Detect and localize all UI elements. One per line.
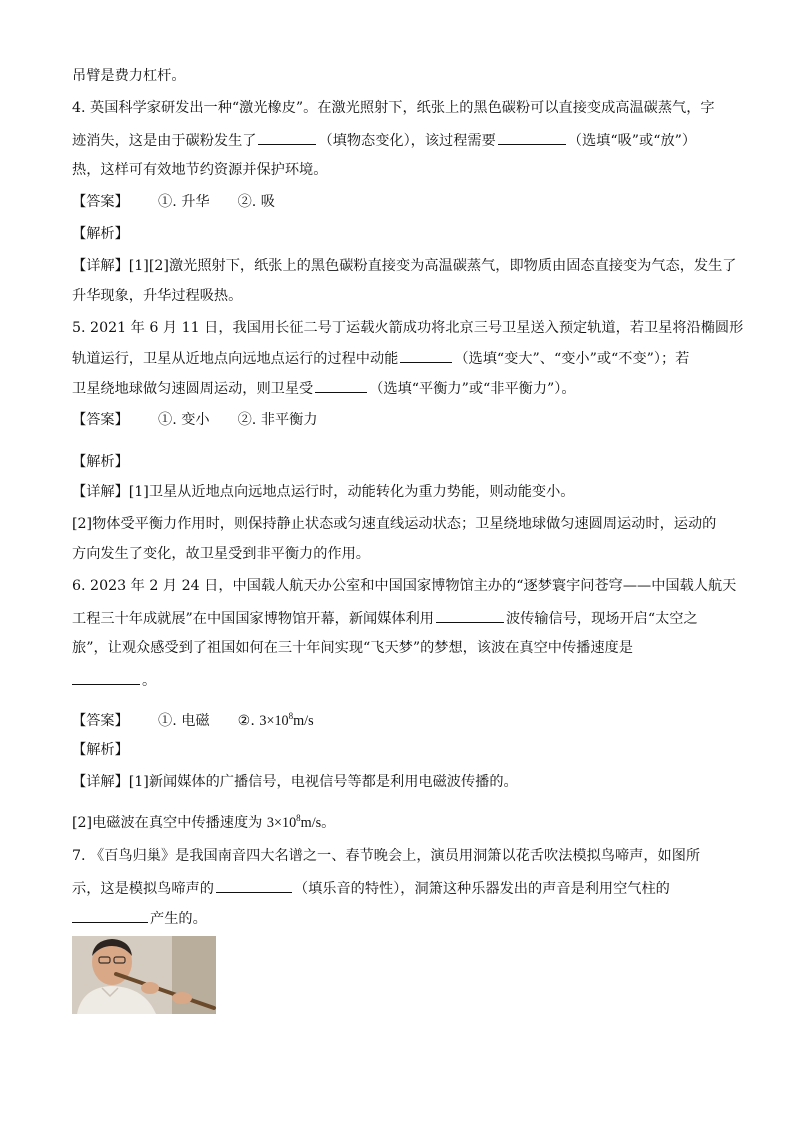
- answer-blank: [216, 878, 292, 893]
- text: [2]电磁波在真空中传播速度为: [72, 815, 263, 831]
- question-6-line-2: [72, 608, 698, 629]
- answer-option: ①. 升华: [158, 194, 210, 210]
- question-6-stem: 6. 2023 年 2 月 24 日，中国载人航天办公室和中国国家博物馆主办的“逐梦寰宇问苍穹——中国载人航天: [72, 578, 737, 594]
- text-line: 吊臂是费力杠杆。: [72, 68, 186, 84]
- question-4-stem: 4. 英国科学家研发出一种“激光橡皮”。在激光照射下，纸张上的黑色碳粉可以直接变成高温碳蒸气，字: [72, 100, 715, 116]
- value-base: 3×10: [266, 815, 297, 831]
- answer-option: ①. 电磁: [158, 713, 210, 729]
- detail-text: 升华现象，升华过程吸热。: [72, 288, 243, 304]
- answer-blank: [315, 378, 367, 393]
- speed-of-light-value: [259, 713, 313, 729]
- detail-text: 【详解】[1]新闻媒体的广播信号，电视信号等都是利用电磁波传播的。: [72, 774, 518, 790]
- answer-option-prefix: ②.: [237, 713, 255, 729]
- detail-text: [72, 808, 335, 833]
- text: （选填“平衡力”或“非平衡力”）。: [369, 381, 576, 397]
- question-7-line-2: [72, 878, 670, 899]
- answer-row: [72, 706, 314, 731]
- question-6-line-4: [72, 670, 156, 691]
- answer-label: 【答案】: [72, 194, 129, 210]
- answer-row: [72, 192, 303, 212]
- detail-text: 方向发生了变化，故卫星受到非平衡力的作用。: [72, 546, 370, 562]
- text: 。: [142, 673, 157, 689]
- text: （填乐音的特性），洞箫这种乐器发出的声音是利用空气柱的: [293, 881, 670, 897]
- text: （填物态变化），该过程需要: [318, 133, 496, 149]
- detail-text: 【详解】[1][2]激光照射下，纸张上的黑色碳粉直接变为高温碳蒸气，即物质由固态直接变为气态，发生了: [72, 258, 737, 274]
- answer-label: 【答案】: [72, 412, 129, 428]
- question-7-stem: 7. 《百鸟归巢》是我国南音四大名谱之一、春节晚会上，演员用洞箫以花舌吹法模拟鸟啼声，如图所: [72, 848, 701, 864]
- question-4-line-3: 热，这样可有效地节约资源并保护环境。: [72, 162, 328, 178]
- value-unit: m/s: [300, 815, 322, 831]
- analysis-label: 【解析】: [72, 226, 129, 242]
- text: 。: [321, 815, 336, 831]
- value-exponent: 8: [296, 813, 301, 823]
- detail-text: [2]物体受平衡力作用时，则保持静止状态或匀速直线运动状态；卫星绕地球做匀速圆周运动时，运动的: [72, 516, 717, 532]
- question-6-line-3: 旅”，让观众感受到了祖国如何在三十年间实现“飞天梦”的梦想，该波在真空中传播速度是: [72, 640, 633, 656]
- answer-option: ②. 吸: [237, 194, 275, 210]
- question-5-line-2: [72, 348, 689, 369]
- question-4-line-2: [72, 130, 696, 151]
- answer-option: ②. 非平衡力: [237, 412, 318, 428]
- text: 工程三十年成就展”在中国国家博物馆开幕，新闻媒体利用: [72, 611, 434, 627]
- text: 迹消失，这是由于碳粉发生了: [72, 133, 257, 149]
- text: 轨道运行，卫星从近地点向远地点运行的过程中动能: [72, 351, 399, 367]
- answer-blank: [72, 670, 140, 685]
- text: 波传输信号，现场开启“太空之: [505, 611, 698, 627]
- text: （选填“变大”、“变小”或“不变”）；若: [454, 351, 690, 367]
- analysis-label: 【解析】: [72, 454, 129, 470]
- speed-of-light-value: [267, 815, 321, 831]
- answer-blank: [498, 130, 566, 145]
- text: （选填“吸”或“放”）: [567, 133, 697, 149]
- text: 示，这是模拟鸟啼声的: [72, 881, 214, 897]
- answer-blank: [436, 608, 504, 623]
- question-5-line-3: [72, 378, 576, 399]
- value-exponent: 8: [288, 711, 294, 721]
- value-unit: m/s: [293, 713, 314, 729]
- answer-label: 【答案】: [72, 713, 129, 729]
- answer-blank: [258, 130, 316, 145]
- answer-blank: [400, 348, 452, 363]
- detail-text: 【详解】[1]卫星从近地点向远地点运行时，动能转化为重力势能，则动能变小。: [72, 484, 575, 500]
- text: 卫星绕地球做匀速圆周运动，则卫星受: [72, 381, 314, 397]
- answer-row: [72, 410, 346, 430]
- text: 产生的。: [150, 911, 207, 927]
- flute-player-photo: [72, 936, 216, 1014]
- question-5-stem: 5. 2021 年 6 月 11 日，我国用长征二号丁运载火箭成功将北京三号卫星送入预定轨道，若卫星将沿椭圆形: [72, 320, 744, 336]
- answer-blank: [72, 908, 148, 923]
- analysis-label: 【解析】: [72, 742, 129, 758]
- answer-option: ①. 变小: [158, 412, 210, 428]
- question-7-line-3: [72, 908, 207, 929]
- flute-player-illustration: [72, 936, 216, 1014]
- value-base: 3×10: [259, 713, 289, 729]
